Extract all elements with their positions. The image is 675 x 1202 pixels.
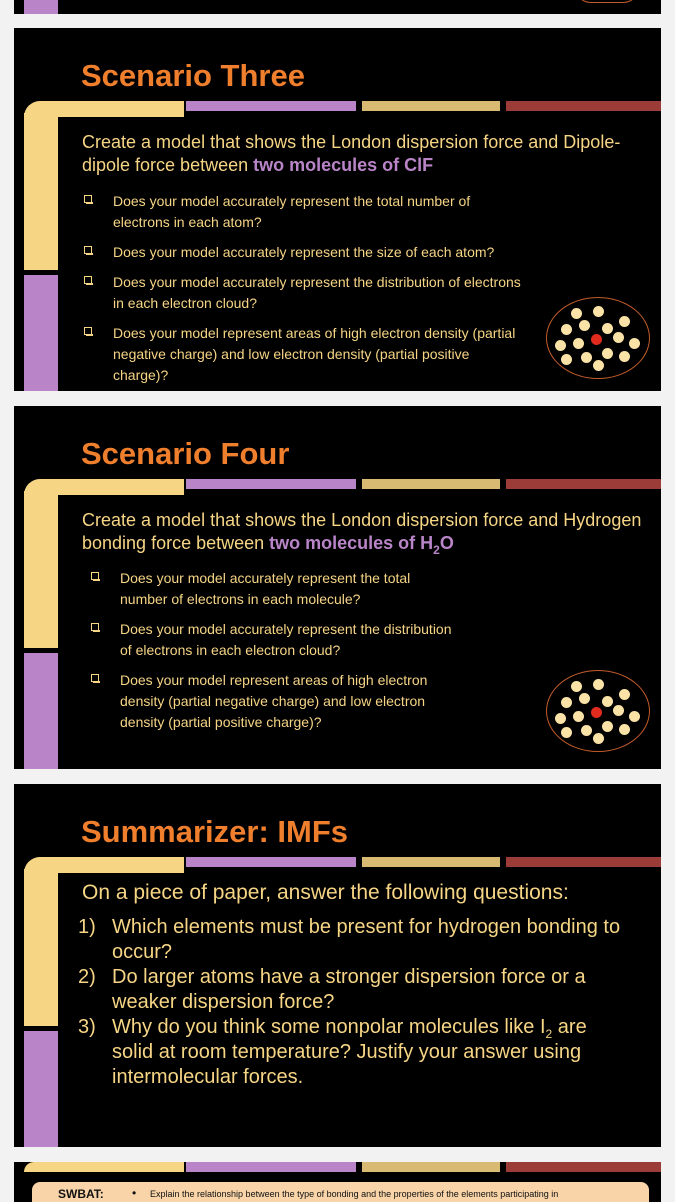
nucleus-dot xyxy=(591,334,602,345)
checklist-item-text: Does your model represent areas of high electron density (partial negative charge) and low electron density (partial positive charge)? xyxy=(113,325,516,383)
question-text: Which elements must be present for hydrogen bonding to occur? xyxy=(112,916,621,963)
molecule-subscript: 2 xyxy=(433,543,440,557)
swbat-bullet: • xyxy=(132,1186,137,1200)
lcars-bar-purple xyxy=(186,1162,356,1172)
electron-dot xyxy=(571,681,582,692)
checkbox-icon xyxy=(91,674,99,682)
electron-dot xyxy=(571,308,582,319)
lcars-bar-tan xyxy=(362,1162,500,1172)
previous-slide-atom-edge xyxy=(574,0,640,3)
electron-dot xyxy=(555,340,566,351)
checkbox-icon xyxy=(91,572,99,580)
electron-dot xyxy=(555,713,566,724)
swbat-panel xyxy=(32,1182,649,1202)
electron-dot xyxy=(602,348,613,359)
question-number: 1) xyxy=(78,916,96,938)
question-number: 3) xyxy=(78,1016,96,1038)
checklist-item-text: Does your model accurately represent the total number of electrons in each molecule? xyxy=(120,570,411,607)
atom-model-icon xyxy=(546,297,650,379)
electron-dot xyxy=(573,338,584,349)
lcars-bar-purple xyxy=(186,857,356,867)
summarizer-instructions: On a piece of paper, answer the following questions: xyxy=(82,881,569,904)
checklist-item xyxy=(91,670,461,733)
electron-dot xyxy=(629,338,640,349)
atom-model-icon xyxy=(546,670,650,752)
checkbox-icon xyxy=(84,327,92,335)
swbat-objective: Explain the relationship between the type of bonding and the properties of the elements participating in xyxy=(150,1189,559,1199)
lcars-frame-purple xyxy=(24,653,58,769)
lcars-frame-purple xyxy=(24,275,58,391)
electron-dot xyxy=(619,689,630,700)
checklist-item-text: Does your model accurately represent the distribution of electrons in each electron cloud? xyxy=(120,621,452,658)
electron-dot xyxy=(602,696,613,707)
scenario-prompt-text: Create a model that shows the London dispersion force and Dipole-dipole force between xyxy=(82,132,621,175)
checklist-item-text: Does your model accurately represent the total number of electrons in each atom? xyxy=(113,193,471,230)
lcars-frame-side xyxy=(24,113,58,270)
checkbox-icon xyxy=(84,195,92,203)
slide-title: Summarizer: IMFs xyxy=(81,814,349,849)
checklist-item xyxy=(84,242,524,263)
checklist xyxy=(84,191,524,391)
checkbox-icon xyxy=(84,246,92,254)
slide-scenario-three xyxy=(14,28,661,391)
checklist-item xyxy=(91,619,461,661)
scenario-prompt xyxy=(82,509,642,555)
lcars-bar-red xyxy=(506,1162,661,1172)
electron-dot xyxy=(581,725,592,736)
lcars-bar-red xyxy=(506,101,661,111)
molecule-highlight: two molecules of ClF xyxy=(253,155,434,175)
electron-dot xyxy=(619,351,630,362)
checklist-item xyxy=(84,323,524,386)
lcars-bar-tan xyxy=(362,479,500,489)
question-item xyxy=(78,915,623,965)
electron-dot xyxy=(602,721,613,732)
checklist-item-text: Does your model represent areas of high electron density (partial negative charge) and low electron density (partial positive charge)? xyxy=(120,672,428,730)
slide-scenario-four xyxy=(14,406,661,769)
electron-dot xyxy=(593,679,604,690)
lcars-frame-top xyxy=(24,1162,184,1172)
lcars-bar-tan xyxy=(362,101,500,111)
question-text: Do larger atoms have a stronger dispersion force or a weaker dispersion force? xyxy=(112,966,586,1013)
electron-dot xyxy=(593,306,604,317)
molecule-highlight-end: O xyxy=(439,533,454,553)
electron-dot xyxy=(593,360,604,371)
lcars-bar-tan xyxy=(362,857,500,867)
previous-slide-edge xyxy=(14,0,661,14)
slide-swbat xyxy=(14,1162,661,1202)
electron-dot xyxy=(573,711,584,722)
electron-dot xyxy=(579,320,590,331)
electron-dot xyxy=(561,697,572,708)
checklist-item-text: Does your model accurately represent the distribution of electrons in each electron cloud? xyxy=(113,274,521,311)
lcars-frame-side xyxy=(24,869,58,1026)
electron-dot xyxy=(581,352,592,363)
lcars-bar-purple xyxy=(186,101,356,111)
question-item xyxy=(78,1015,623,1090)
electron-dot xyxy=(619,724,630,735)
lcars-bar-purple xyxy=(186,479,356,489)
checklist-item xyxy=(84,272,524,314)
molecule-highlight-text: two molecules of H xyxy=(269,533,434,553)
electron-dot xyxy=(593,733,604,744)
lcars-frame-side xyxy=(24,491,58,648)
checklist-item-text: Does your model accurately represent the size of each atom? xyxy=(113,244,495,260)
molecule-highlight xyxy=(269,533,454,557)
scenario-prompt xyxy=(82,131,642,177)
checklist xyxy=(91,568,461,742)
lcars-frame-purple xyxy=(24,1031,58,1147)
electron-dot xyxy=(561,727,572,738)
question-text-end: are solid at room temperature? Justify your answer using intermolecular forces. xyxy=(112,1016,587,1088)
slide-summarizer xyxy=(14,784,661,1147)
checklist-item xyxy=(91,568,461,610)
electron-dot xyxy=(561,324,572,335)
checklist-item xyxy=(84,191,524,233)
checkbox-icon xyxy=(84,276,92,284)
lcars-bar-red xyxy=(506,857,661,867)
nucleus-dot xyxy=(591,707,602,718)
electron-dot xyxy=(561,354,572,365)
slide-title: Scenario Three xyxy=(81,58,305,93)
previous-slide-lcars-purple xyxy=(24,0,58,14)
electron-dot xyxy=(629,711,640,722)
lcars-bar-red xyxy=(506,479,661,489)
question-item xyxy=(78,965,623,1015)
iodine-subscript: 2 xyxy=(545,1027,553,1041)
question-text: Why do you think some nonpolar molecules like I xyxy=(112,1016,546,1038)
question-number: 2) xyxy=(78,966,96,988)
question-list xyxy=(78,915,623,1090)
checkbox-icon xyxy=(91,623,99,631)
slide-title: Scenario Four xyxy=(81,436,290,471)
electron-dot xyxy=(579,693,590,704)
electron-dot xyxy=(613,705,624,716)
swbat-label: SWBAT: xyxy=(58,1187,104,1201)
electron-dot xyxy=(602,323,613,334)
electron-dot xyxy=(619,316,630,327)
scenario-prompt-text: Create a model that shows the London dispersion force and Hydrogen bonding force between xyxy=(82,510,642,553)
electron-dot xyxy=(613,332,624,343)
